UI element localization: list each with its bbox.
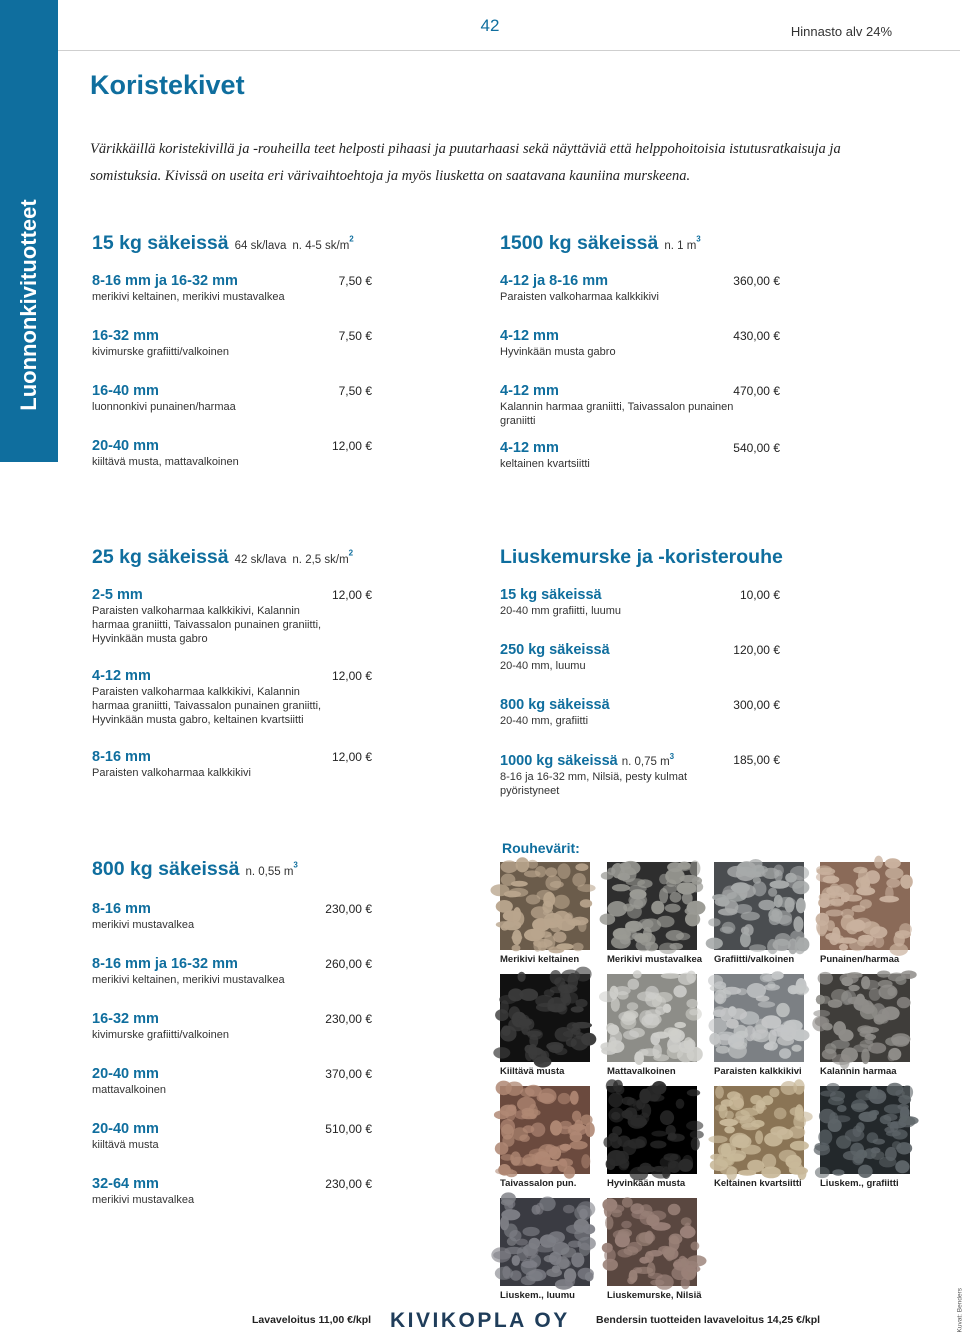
item-name: 32-64 mm <box>92 1176 159 1192</box>
item-name: 20-40 mm <box>92 438 159 454</box>
section-25kg <box>92 546 372 780</box>
item-price: 510,00 € <box>325 1122 372 1136</box>
swatch-label: Liuskem., luumu <box>500 1290 575 1301</box>
item-price: 7,50 € <box>338 384 372 398</box>
item-list <box>92 273 372 469</box>
item-price: 540,00 € <box>733 441 780 455</box>
swatch <box>714 974 804 1077</box>
footer-benders-fee: Bendersin tuotteiden lavaveloitus 14,25 €/kpl <box>596 1314 821 1326</box>
swatch-label: Hyvinkään musta <box>607 1178 686 1189</box>
page-number: 42 <box>480 16 500 35</box>
price-item <box>92 956 372 987</box>
item-price: 260,00 € <box>325 957 372 971</box>
swatch-label: Grafiitti/valkoinen <box>714 954 795 965</box>
swatch-label: Merikivi mustavalkea <box>607 954 703 965</box>
item-name: 800 kg säkeissä <box>500 697 610 713</box>
item-name: 8-16 mm <box>92 901 151 917</box>
kivikopla-logo <box>390 1306 578 1332</box>
price-item <box>500 383 780 428</box>
swatch-label: Paraisten kalkkikivi <box>714 1066 802 1077</box>
stone-texture-image <box>500 862 590 950</box>
price-item <box>92 668 372 727</box>
item-price: 10,00 € <box>739 588 780 602</box>
item-description: 20-40 mm, luumu <box>500 660 586 672</box>
swatch-label: Merikivi keltainen <box>500 954 580 965</box>
item-name: 4-12 ja 8-16 mm <box>500 273 609 289</box>
item-description: Hyvinkään musta gabro <box>500 346 616 358</box>
swatch <box>500 862 590 965</box>
item-name: 1000 kg säkeissä n. 0,75 $m^3$ <box>500 752 675 769</box>
price-item <box>92 273 372 304</box>
item-description: Paraisten valkoharmaa kalkkikivi, Kalannin harmaa graniitti, Taivassalon punainen graniitti, Hyvinkään musta gabro <box>92 605 322 645</box>
swatch <box>500 1086 590 1189</box>
stone-texture-image <box>607 974 697 1062</box>
stone-texture-image <box>820 862 910 950</box>
section-800kg <box>92 858 372 1207</box>
price-item <box>500 752 780 798</box>
swatch <box>607 974 697 1077</box>
swatch-label: Kalannin harmaa <box>820 1066 897 1077</box>
price-item <box>92 1176 372 1207</box>
item-price: 185,00 € <box>733 753 780 767</box>
item-description: merikivi mustavalkea <box>92 1194 195 1206</box>
item-description: 20-40 mm grafiitti, luumu <box>500 605 622 617</box>
item-price: 7,50 € <box>338 329 372 343</box>
swatch-label: Liuskemurske, Nilsiä <box>607 1290 702 1301</box>
swatch <box>607 1086 697 1189</box>
swatch <box>500 974 590 1077</box>
item-list <box>92 901 372 1207</box>
item-description: mattavalkoinen <box>92 1084 166 1096</box>
stone-texture-image <box>607 862 697 950</box>
item-price: 230,00 € <box>325 902 372 916</box>
item-name: 4-12 mm <box>500 328 559 344</box>
price-item <box>500 328 780 359</box>
item-name: 16-40 mm <box>92 383 159 399</box>
item-price: 12,00 € <box>331 439 372 453</box>
swatch-label: Keltainen kvartsiitti <box>714 1178 802 1189</box>
item-name: 8-16 mm <box>92 749 151 765</box>
stone-texture-image <box>820 974 910 1062</box>
rouhevarit-title: Rouhevärit: <box>502 840 580 856</box>
swatch-label: Punainen/harmaa <box>820 954 900 965</box>
item-description: Paraisten valkoharmaa kalkkikivi, Kalannin harmaa graniitti, Taivassalon punainen graniitti, Hyvinkään musta gabro, keltainen kvartsiitti <box>92 686 322 726</box>
price-item <box>92 1011 372 1042</box>
item-price: 12,00 € <box>331 669 372 683</box>
price-item <box>500 697 780 728</box>
item-name: 4-12 mm <box>500 440 559 456</box>
item-price: 12,00 € <box>331 750 372 764</box>
price-item <box>92 901 372 932</box>
side-tab <box>0 0 58 462</box>
item-list <box>500 273 780 471</box>
stone-texture-image <box>714 862 804 950</box>
item-name: 16-32 mm <box>92 328 159 344</box>
item-description: 20-40 mm, grafiitti <box>500 715 589 727</box>
item-description: Paraisten valkoharmaa kalkkikivi <box>92 767 251 779</box>
item-description: 8-16 ja 16-32 mm, Nilsiä, pesty kulmat pyöristyneet <box>500 770 688 797</box>
swatch <box>714 1086 804 1189</box>
swatch-label: Kiiltävä musta <box>500 1066 565 1077</box>
section-title: 1500 kg säkeissä n. 1 $m^3$ <box>500 232 701 254</box>
item-list <box>92 587 372 780</box>
swatch-label: Taivassalon pun. <box>500 1178 577 1189</box>
footer-pallet-fee: Lavaveloitus 11,00 €/kpl <box>252 1314 372 1326</box>
section-title: Liuskemurske ja -koristerouhe <box>500 546 783 568</box>
item-name: 4-12 mm <box>92 668 151 684</box>
item-description: Kalannin harmaa graniitti, Taivassalon punainen graniitti <box>500 401 734 427</box>
item-name: 20-40 mm <box>92 1066 159 1082</box>
price-item <box>92 328 372 359</box>
item-description: kiiltävä musta, mattavalkoinen <box>92 456 239 468</box>
header-divider <box>58 50 960 51</box>
page-title: Koristekivet <box>90 70 245 100</box>
item-price: 12,00 € <box>331 588 372 602</box>
stone-texture-image <box>500 1198 590 1286</box>
stone-texture-image <box>714 974 804 1062</box>
stone-texture-image <box>714 1086 804 1174</box>
stone-texture-image <box>607 1198 697 1286</box>
stone-texture-image <box>607 1086 697 1174</box>
price-item <box>92 749 372 780</box>
swatch <box>820 974 910 1077</box>
swatch <box>500 1198 590 1301</box>
item-price: 470,00 € <box>733 384 780 398</box>
item-price: 230,00 € <box>325 1177 372 1191</box>
item-description: kivimurske grafiitti/valkoinen <box>92 1029 229 1041</box>
photo-credit: Kuvat: Benders <box>956 1288 963 1333</box>
price-item <box>92 587 372 646</box>
section-15kg <box>92 232 372 469</box>
price-item <box>92 1066 372 1097</box>
item-name: 250 kg säkeissä <box>500 642 610 658</box>
section-title: 800 kg säkeissä n. 0,55 $m^3$ <box>92 858 298 880</box>
item-name: 4-12 mm <box>500 383 559 399</box>
item-description: luonnonkivi punainen/harmaa <box>92 401 236 413</box>
item-description: merikivi mustavalkea <box>92 919 195 931</box>
swatch <box>607 862 703 965</box>
section-1500kg <box>500 232 780 471</box>
stone-texture-image <box>500 1086 590 1174</box>
price-item <box>500 587 780 618</box>
svg-text:KIVIKOPLA OY: KIVIKOPLA OY <box>390 1309 570 1332</box>
item-description: kiiltävä musta <box>92 1139 159 1151</box>
item-description: merikivi keltainen, merikivi mustavalkea <box>92 974 285 986</box>
item-price: 120,00 € <box>733 643 780 657</box>
item-price: 360,00 € <box>733 274 780 288</box>
price-item <box>92 1121 372 1152</box>
swatch <box>714 862 804 965</box>
section-liuskemurske <box>500 546 783 798</box>
item-price: 370,00 € <box>325 1067 372 1081</box>
item-name: 2-5 mm <box>92 587 143 603</box>
item-description: keltainen kvartsiitti <box>500 458 590 470</box>
item-name: 15 kg säkeissä <box>500 587 602 603</box>
stone-texture-image <box>500 974 590 1062</box>
item-price: 300,00 € <box>733 698 780 712</box>
price-item <box>92 438 372 469</box>
side-tab-label: Luonnonkivituotteet <box>16 199 41 411</box>
item-list <box>500 587 780 798</box>
price-item <box>500 440 780 471</box>
intro-text: Värikkäillä koristekivillä ja -rouheilla teet helposti pihaasi ja puutarhaasi sekä näyttäviä että helppohoitoisia istutusratkaisuja ja somistuksia. Kivissä on useita eri värivaihtoehtoja ja myös liusketta on saatavana kauniina murskeena. <box>90 141 841 184</box>
item-price: 230,00 € <box>325 1012 372 1026</box>
price-item <box>500 273 780 304</box>
swatch <box>820 1086 910 1189</box>
price-note: Hinnasto alv 24% <box>790 24 892 39</box>
section-title: 25 kg säkeissä 42 sk/lava n. 2,5 $sk/m^2$ <box>92 546 354 568</box>
price-item <box>500 642 780 673</box>
item-description: kivimurske grafiitti/valkoinen <box>92 346 229 358</box>
swatch <box>820 862 910 965</box>
stone-texture-image <box>820 1086 910 1174</box>
item-price: 7,50 € <box>338 274 372 288</box>
item-name: 16-32 mm <box>92 1011 159 1027</box>
item-name: 8-16 mm ja 16-32 mm <box>92 956 238 972</box>
item-description: merikivi keltainen, merikivi mustavalkea <box>92 291 285 303</box>
swatch-label: Liuskem., grafiitti <box>820 1178 899 1189</box>
item-description: Paraisten valkoharmaa kalkkikivi <box>500 291 659 303</box>
item-name: 20-40 mm <box>92 1121 159 1137</box>
swatch <box>607 1198 702 1301</box>
section-title: 15 kg säkeissä 64 sk/lava n. 4-5 $sk/m^2$ <box>92 232 354 254</box>
price-item <box>92 383 372 414</box>
item-name: 8-16 mm ja 16-32 mm <box>92 273 238 289</box>
swatch-label: Mattavalkoinen <box>607 1066 676 1077</box>
item-price: 430,00 € <box>733 329 780 343</box>
